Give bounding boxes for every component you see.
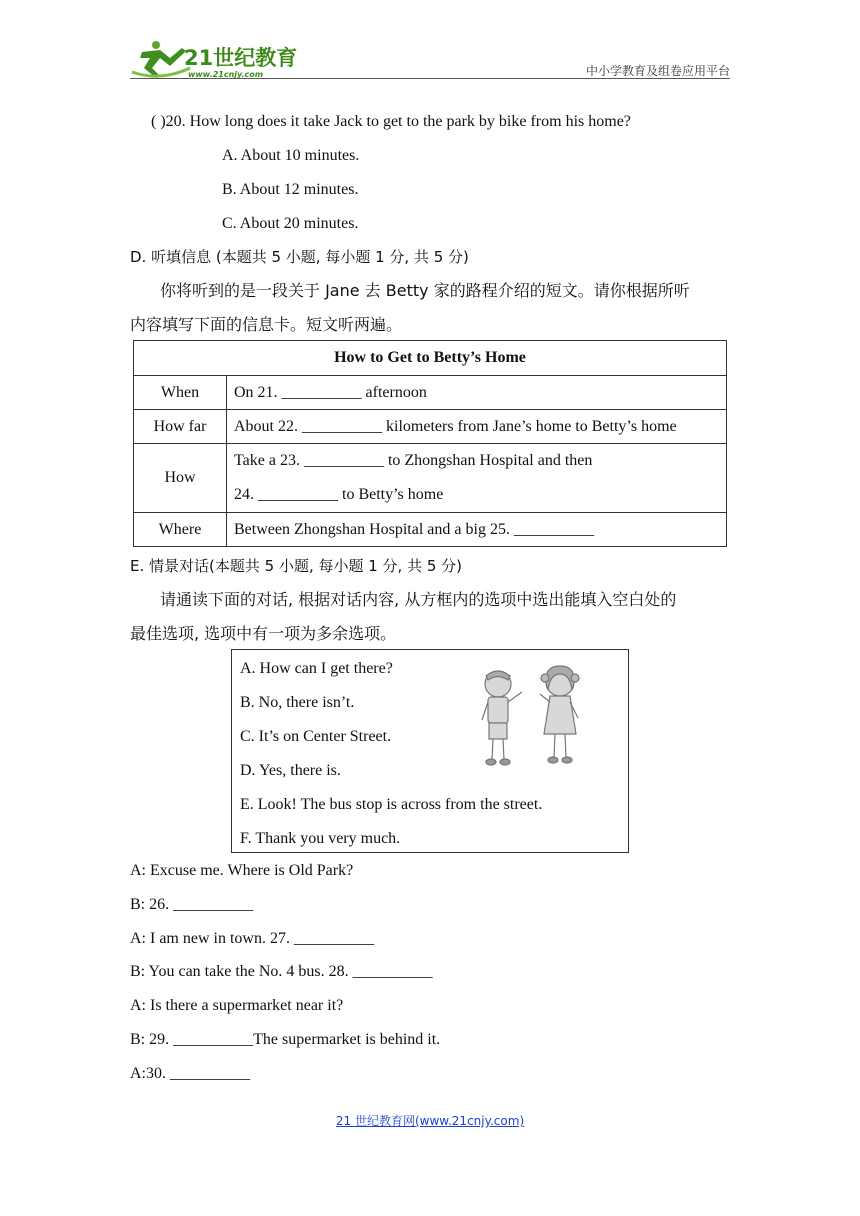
row-label: How: [134, 444, 227, 513]
page-header: [130, 38, 730, 80]
row-content-line-1: Take a 23. __________ to Zhongshan Hospital and then: [234, 452, 593, 469]
row-label: When: [134, 376, 227, 410]
q20-stem: ( )20. How long does it take Jack to get to the park by bike from his home?: [151, 113, 631, 130]
logo: [130, 38, 310, 80]
q20-option-b: B. About 12 minutes.: [222, 181, 359, 198]
platform-name: 中小学教育及组卷应用平台: [585, 64, 730, 78]
row-content: About 22. __________ kilometers from Jane’s home to Betty’s home: [227, 410, 727, 444]
dialogue-line: B: 26. __________: [130, 896, 254, 913]
footer-link[interactable]: 21 世纪教育网(www.21cnjy.com): [335, 1114, 525, 1128]
section-d-title: D. 听填信息 (本题共 5 小题, 每小题 1 分, 共 5 分): [130, 248, 469, 266]
header-divider: [130, 78, 730, 79]
option-b: B. No, there isn’t.: [240, 694, 355, 711]
row-label: Where: [134, 513, 227, 547]
dialogue-line: A: Is there a supermarket near it?: [130, 997, 344, 1014]
table-row: [134, 444, 727, 513]
section-e-title: E. 情景对话(本题共 5 小题, 每小题 1 分, 共 5 分): [130, 557, 463, 575]
row-content-line-2: 24. __________ to Betty’s home: [234, 486, 444, 503]
logo-text: 21世纪教育: [184, 46, 298, 70]
dialogue-line: A:30. __________: [130, 1065, 250, 1082]
q20-option-a: A. About 10 minutes.: [222, 147, 360, 164]
section-d-instruction-1: 你将听到的是一段关于 Jane 去 Betty 家的路程介绍的短文。请你根据所听: [160, 281, 690, 300]
dialogue-line: A: Excuse me. Where is Old Park?: [130, 862, 354, 879]
option-f: F. Thank you very much.: [240, 830, 401, 847]
dialogue-line: B: You can take the No. 4 bus. 28. __________: [130, 963, 433, 980]
option-c: C. It’s on Center Street.: [240, 728, 392, 745]
table-row: [134, 410, 727, 444]
row-content: On 21. __________ afternoon: [227, 376, 727, 410]
option-e: E. Look! The bus stop is across from the street.: [240, 796, 543, 813]
q20-option-c: C. About 20 minutes.: [222, 215, 359, 232]
runner-icon: [132, 41, 190, 78]
children-illustration: [472, 664, 592, 776]
row-content: Between Zhongshan Hospital and a big 25. __________: [227, 513, 727, 547]
section-e-instruction-2: 最佳选项, 选项中有一项为多余选项。: [130, 624, 397, 643]
section-e-instruction-1: 请通读下面的对话, 根据对话内容, 从方框内的选项中选出能填入空白处的: [160, 590, 677, 609]
dialogue-line: B: 29. __________The supermarket is behind it.: [130, 1031, 441, 1048]
options-box: [231, 649, 629, 853]
table-row: [134, 513, 727, 547]
table-title: How to Get to Betty’s Home: [134, 341, 727, 376]
table-header-row: [134, 341, 727, 376]
table-row: [134, 376, 727, 410]
page-footer: [0, 1112, 860, 1129]
section-d-instruction-2: 内容填写下面的信息卡。短文听两遍。: [130, 315, 403, 334]
info-card-table: [133, 340, 727, 547]
row-label: How far: [134, 410, 227, 444]
girl-figure: [540, 666, 579, 763]
option-a: A. How can I get there?: [240, 660, 393, 677]
row-content: [227, 444, 727, 513]
boy-figure: [482, 671, 522, 765]
option-d: D. Yes, there is.: [240, 762, 341, 779]
logo-url: www.21cnjy.com: [188, 70, 264, 79]
dialogue-line: A: I am new in town. 27. __________: [130, 930, 374, 947]
